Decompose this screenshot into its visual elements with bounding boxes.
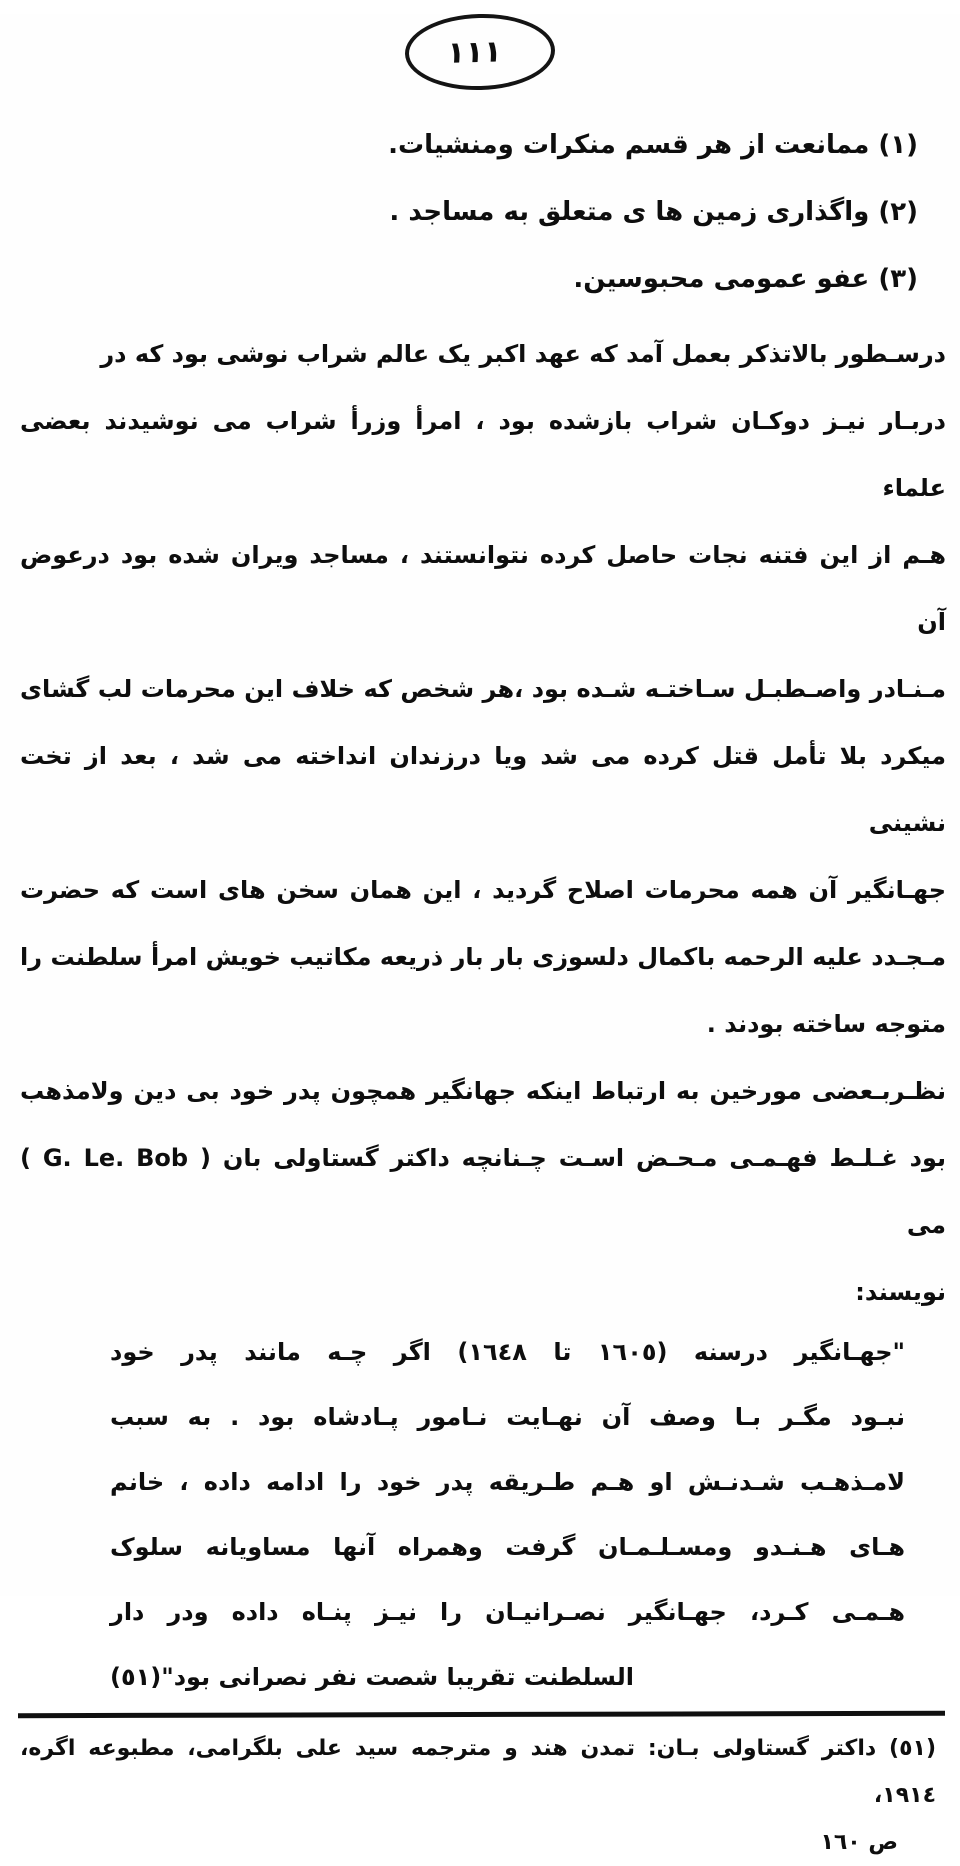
decree-item-1: (١) ممانعت از هر قسم منکرات ومنشیات.	[388, 130, 918, 160]
quote-line-2: نبـود مگـر بـا وصف آن نهـایت نـامور پـادشاه بود . به سبب	[110, 1403, 905, 1431]
quote-line-4: هـای هـنـدو ومسـلـمـان گرفت وهمراه آنها مساویانه سلوک	[110, 1533, 905, 1561]
decree-item-2: (٢) واگذاری زمین ها ی متعلق به مساجد .	[389, 197, 918, 227]
quote-line-1: "جهـانگیر درسنه (١٦٠٥ تا ١٦٤٨) اگر چـه مانند پدر خود	[110, 1338, 906, 1366]
paragraph1-line-3: هـم از این فتنه نجات حاصل کرده نتوانستند ، مساجد ویران شده بود درعوض آن	[20, 541, 946, 636]
block-quotation	[110, 1320, 905, 1710]
paragraph1-line-7: مـجـدد علیه الرحمه باکمال دلسوزی بار بار ذریعه مکاتیب خویش امرأ سلطنت را	[20, 943, 946, 971]
page-number: ١١١	[445, 33, 504, 71]
decree-list	[0, 112, 960, 313]
body-paragraph-2	[0, 1058, 960, 1326]
footnote-page-ref: ص ١٦٠	[820, 1830, 898, 1855]
quote-line-5: هـمـی کـرد، جهـانگیر نصـرانیـان را نیـز پنـاه داده ودر دار	[110, 1598, 905, 1626]
paragraph2-line-2: بود غـلـط فهـمـی مـحـض اسـت چـنانچه داکتر گستاولی بان ( G. Le. Bob ) می	[20, 1144, 946, 1239]
paragraph2-line-1: نظـربـعضی مورخین به ارتباط اینکه جهانگیر همچون پدر خود بی دین ولامذهب	[20, 1077, 946, 1105]
paragraph1-line-8: متوجه ساخته بودند .	[706, 1010, 946, 1038]
body-paragraph-1	[0, 321, 960, 1058]
footnote-citation: (٥١) داکتر گستاولی بـان: تمدن هند و مترجمه سید علی بلگرامی، مطبوعه اگره، ١٩١٤،	[20, 1736, 936, 1808]
paragraph1-line-4: مـنـادر واصـطبـل سـاختـه شـده بود ،هر شخص که خلاف این محرمات لب گشای	[20, 675, 946, 703]
footnote-block	[0, 1717, 960, 1866]
paragraph1-line-5: میکرد بلا تأمل قتل کرده می شد ویا درزندان انداخته می شد ، بعد از تخت نشینی	[20, 742, 946, 837]
decree-item-3: (٣) عفو عمومی محبوسین.	[573, 264, 918, 294]
quote-line-6: السلطنت تقریبا شصت نفر نصرانی بود"(٥١)	[110, 1663, 634, 1691]
paragraph1-line-6: جهـانگیر آن همه محرمات اصلاح گردید ، این همان سخن های است که حضرت	[20, 876, 946, 904]
paragraph1-line-1: درسـطور بالاتذکر بعمل آمد که عهد اکبر یک عالم شراب نوشی بود که در	[100, 340, 946, 368]
scanned-book-page	[0, 14, 960, 1855]
quote-line-3: لامـذهـب شـدنـش او هـم طـریقه پدر خود را ادامه داده ، خانم	[110, 1468, 905, 1496]
paragraph2-line-3: نویسند:	[855, 1278, 946, 1306]
paragraph1-line-2: دربـار نیـز دوکـان شراب بازشده بود ، امرأ وزرأ شراب می نوشیدند بعضی علماء	[20, 407, 946, 502]
page-number-stamp	[404, 12, 556, 92]
